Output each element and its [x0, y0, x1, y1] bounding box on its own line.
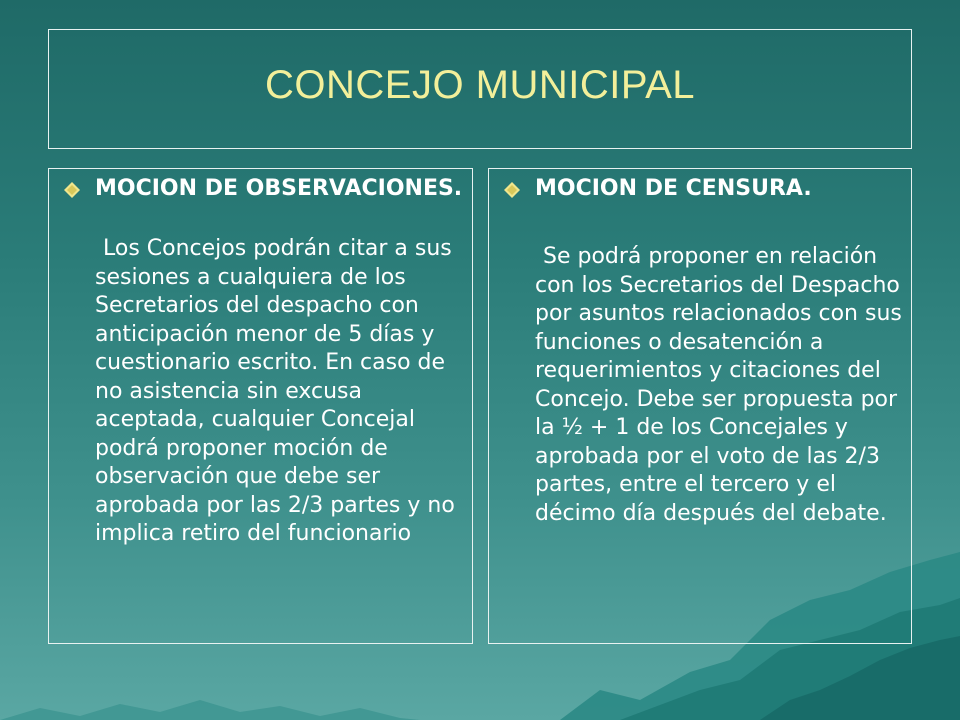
left-column	[48, 168, 473, 644]
right-column	[488, 168, 912, 644]
slide-title: CONCEJO MUNICIPAL	[264, 62, 696, 107]
right-heading: MOCION DE CENSURA.	[535, 176, 812, 201]
diamond-bullet-icon	[63, 181, 81, 199]
left-bullet-item	[63, 175, 464, 204]
right-bullet-item	[503, 175, 903, 204]
left-heading: MOCION DE OBSERVACIONES.	[95, 176, 463, 201]
diamond-bullet-icon	[503, 181, 521, 199]
right-body-text: Se podrá proponer en relación con los Secretarios del Despacho por asuntos relacionados con sus funciones o desatención a requerimientos y citaciones del Concejo. Debe ser propuesta por la ½ + 1 de los Concejales y aprobada por el voto de las 2/3 partes, entre el tercero y el décimo día después del debate.	[535, 244, 902, 526]
left-body-text: Los Concejos podrán citar a sus sesiones a cualquiera de los Secretarios del despacho con anticipación menor de 5 días y cuestionario escrito. En caso de no asistencia sin excusa aceptada, cualquier Concejal podrá proponer moción de observación que debe ser aprobada por las 2/3 partes y no implica retiro del funcionario	[95, 236, 455, 546]
title-frame	[48, 29, 912, 149]
